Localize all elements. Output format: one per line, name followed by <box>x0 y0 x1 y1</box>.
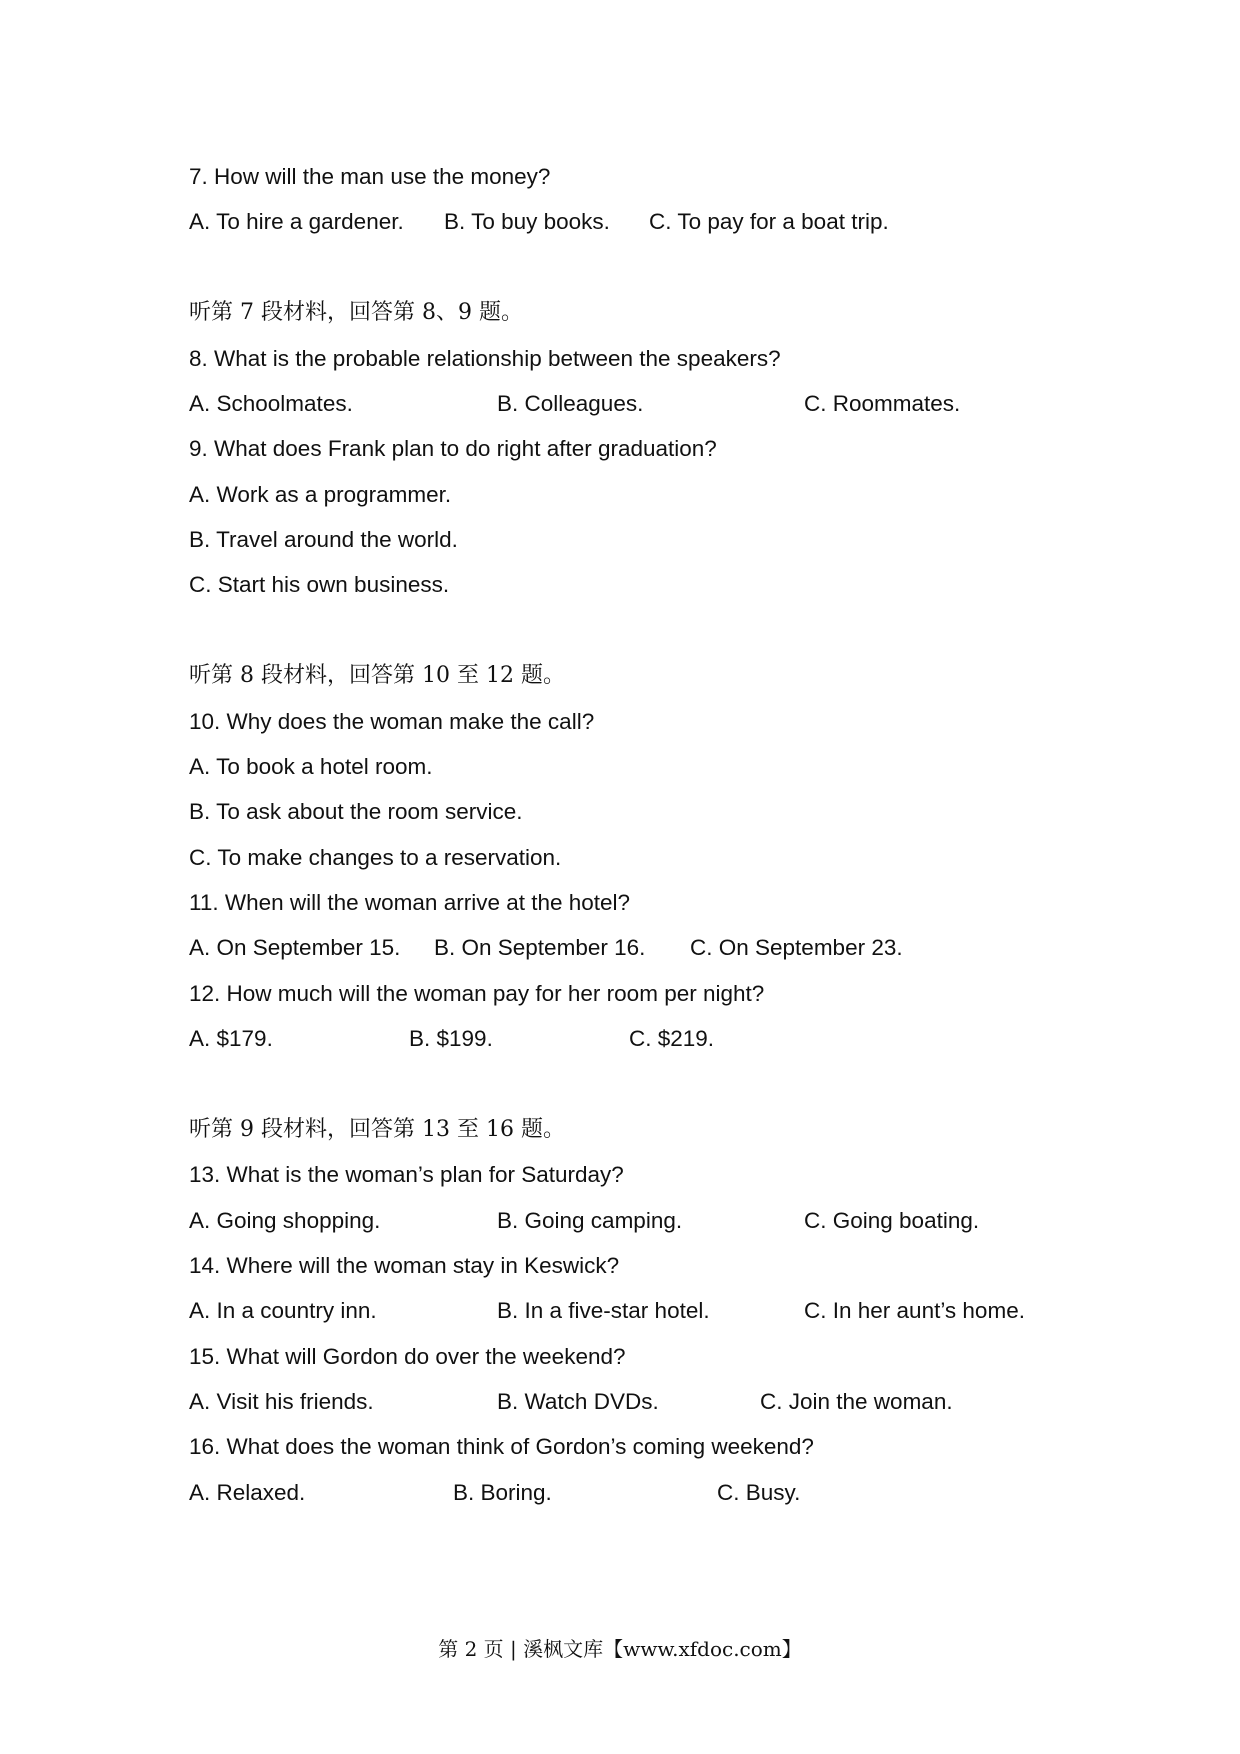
option-16a: A. Relaxed. <box>189 1480 306 1505</box>
question-12: 12. How much will the woman pay for her room per night? <box>189 981 765 1006</box>
option-7a: A. To hire a gardener. <box>189 209 404 234</box>
option-11b: B. On September 16. <box>434 935 646 960</box>
option-11a: A. On September 15. <box>189 935 401 960</box>
option-12c: C. $219. <box>629 1026 715 1051</box>
section-heading-7: 听第 7 段材料，回答第 8、9 题。 <box>189 300 523 325</box>
option-9a: A. Work as a programmer. <box>189 482 452 507</box>
section-heading-8: 听第 8 段材料，回答第 10 至 12 题。 <box>189 663 565 688</box>
question-16: 16. What does the woman think of Gordon’s coming weekend? <box>189 1434 814 1459</box>
option-9c: C. Start his own business. <box>189 572 450 597</box>
option-13a: A. Going shopping. <box>189 1208 381 1233</box>
page-footer: 第 2 页 | 溪枫文库【www.xfdoc.com】 <box>438 1637 802 1661</box>
option-15c: C. Join the woman. <box>760 1389 953 1414</box>
option-12b: B. $199. <box>409 1026 493 1051</box>
section-heading-9: 听第 9 段材料，回答第 13 至 16 题。 <box>189 1117 565 1142</box>
option-16c: C. Busy. <box>717 1480 801 1505</box>
option-10a: A. To book a hotel room. <box>189 754 433 779</box>
question-13: 13. What is the woman’s plan for Saturday? <box>189 1162 624 1187</box>
option-14b: B. In a five-star hotel. <box>497 1298 710 1323</box>
option-13b: B. Going camping. <box>497 1208 683 1233</box>
option-10c: C. To make changes to a reservation. <box>189 845 562 870</box>
option-15a: A. Visit his friends. <box>189 1389 374 1414</box>
option-9b: B. Travel around the world. <box>189 527 458 552</box>
option-15b: B. Watch DVDs. <box>497 1389 659 1414</box>
option-11c: C. On September 23. <box>690 935 903 960</box>
question-15: 15. What will Gordon do over the weekend? <box>189 1344 626 1369</box>
option-13c: C. Going boating. <box>804 1208 980 1233</box>
option-14a: A. In a country inn. <box>189 1298 377 1323</box>
option-10b: B. To ask about the room service. <box>189 799 523 824</box>
option-8c: C. Roommates. <box>804 391 961 416</box>
option-8b: B. Colleagues. <box>497 391 644 416</box>
question-10: 10. Why does the woman make the call? <box>189 709 595 734</box>
option-7c: C. To pay for a boat trip. <box>649 209 889 234</box>
option-8a: A. Schoolmates. <box>189 391 353 416</box>
option-12a: A. $179. <box>189 1026 273 1051</box>
question-9: 9. What does Frank plan to do right after graduation? <box>189 436 717 461</box>
question-8: 8. What is the probable relationship between the speakers? <box>189 346 781 371</box>
option-16b: B. Boring. <box>453 1480 552 1505</box>
question-14: 14. Where will the woman stay in Keswick? <box>189 1253 620 1278</box>
option-7b: B. To buy books. <box>444 209 610 234</box>
question-11: 11. When will the woman arrive at the hotel? <box>189 890 631 915</box>
option-14c: C. In her aunt’s home. <box>804 1298 1025 1323</box>
question-7: 7. How will the man use the money? <box>189 164 551 189</box>
